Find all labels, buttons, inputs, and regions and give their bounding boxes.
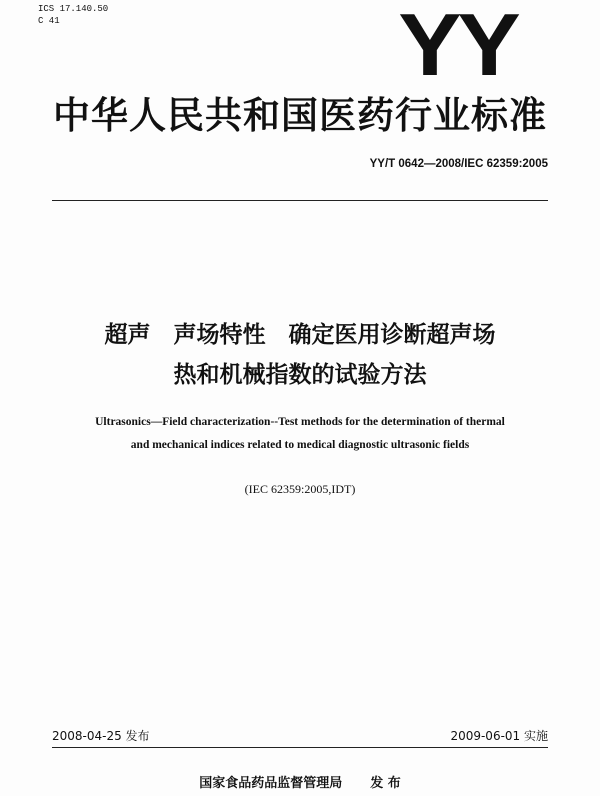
chinese-title-line-1: 超声 声场特性 确定医用诊断超声场: [104, 322, 496, 348]
issuer-action: 发 布: [370, 776, 401, 791]
yy-logo: YY: [397, 0, 516, 94]
iec-equivalence-note: (IEC 62359:2005,IDT): [244, 482, 356, 496]
english-title-line-2: and mechanical indices related to medical diagnostic ultrasonic fields: [130, 439, 470, 451]
implementation-date: 2009-06-01 实施: [450, 729, 548, 743]
footer-divider: [52, 747, 548, 748]
header-divider: [52, 200, 548, 201]
chinese-title-line-2: 热和机械指数的试验方法: [173, 362, 427, 388]
ccs-code: C 41: [38, 16, 60, 26]
standard-category-title: 中华人民共和国医药行业标准: [53, 94, 547, 137]
issuer-name: 国家食品药品监督管理局: [199, 776, 343, 791]
english-title-line-1: Ultrasonics—Field characterization--Test methods for the determination of thermal: [95, 416, 505, 428]
ics-code: ICS 17.140.50: [38, 4, 109, 14]
standard-number: YY/T 0642—2008/IEC 62359:2005: [369, 158, 548, 170]
issuing-authority: [0, 776, 600, 792]
issue-date: 2008-04-25 发布: [52, 729, 150, 743]
